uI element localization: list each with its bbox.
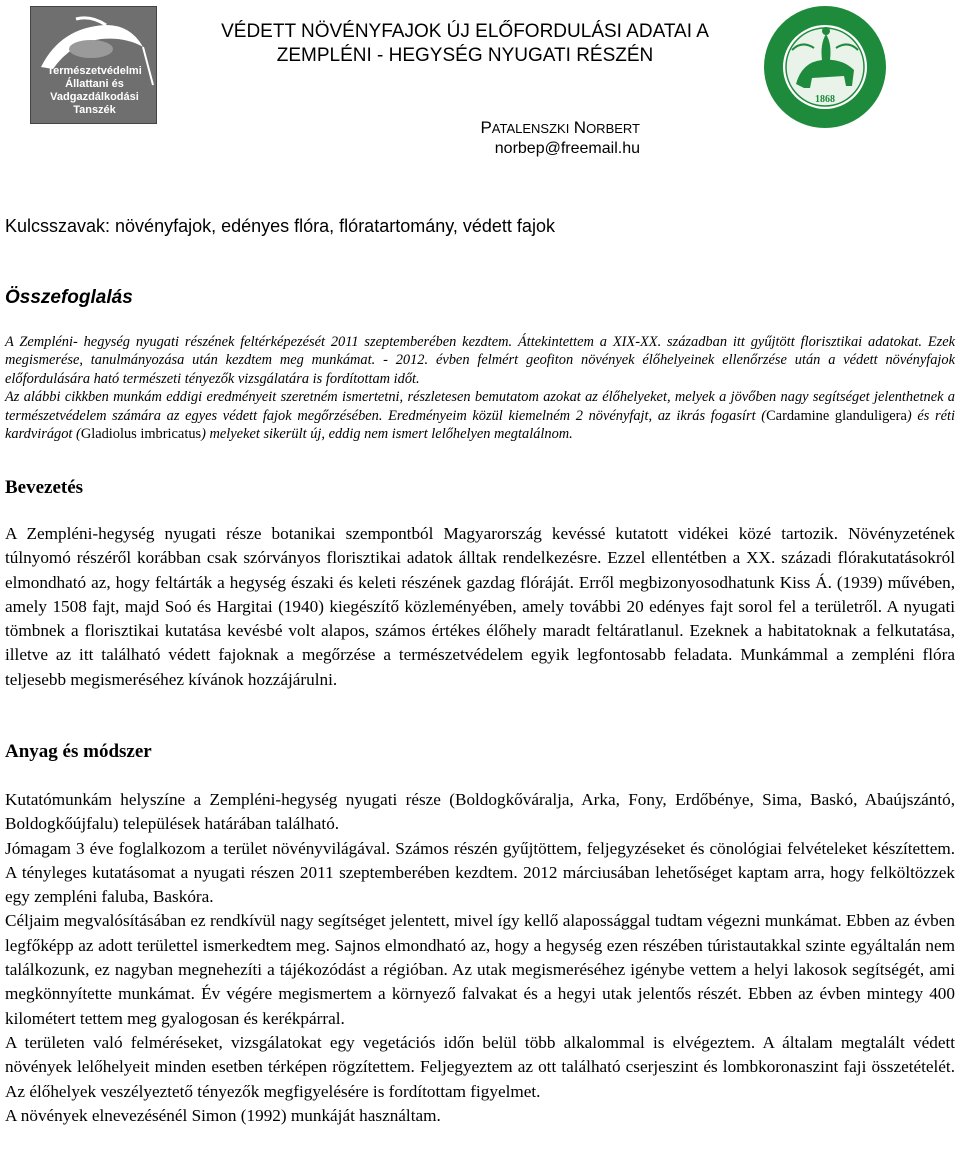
logo-text-line: Vadgazdálkodási bbox=[50, 91, 139, 103]
seal-year: 1868 bbox=[815, 94, 835, 105]
paper-title: VÉDETT NÖVÉNYFAJOK ÚJ ELŐFORDULÁSI ADATAI A ZEMPLÉNI - HEGYSÉG NYUGATI RÉSZÉN bbox=[221, 21, 709, 66]
bull-rider-seal-icon bbox=[762, 4, 888, 130]
intro-heading: Bevezetés bbox=[5, 477, 84, 498]
methods-paragraph: A területen való felméréseket, vizsgálatokat egy vegetációs időn belül több alkalommal is elvégeztem. A általam megtalált védett növények lelőhelyeit minden esetben térképen rögzítettem. Feljegyeztem az ott található cserjeszint és lombkoronaszint faji összetételét. Az élőhelyek veszélyeztető tényezők megfigyelésére is fordítottam figyelmet. bbox=[5, 1032, 955, 1101]
methods-paragraph: Céljaim megvalósításában ez rendkívül nagy segítséget jelentett, mivel így kellő alapossággal tudtam végezni munkámat. Ebben az évben legfőképp az adott területtel ismerkedtem meg. Sajnos elmondható az, hogy a hegység ezen részében túristautakkal szinte egyáltalán nem találkozunk, ez nagyban megnehezíti a tájékozódást a régióban. Az utak megismeréséhez igénybe vettem a helyi lakosok segítségét, ami megkönnyítette munkámat. Év végére megismertem a környező falvakat és a hegyi utak jelentős részét. Ebben az évben mintegy 400 kilométert tettem meg gyalogosan és kerékpárral. bbox=[5, 911, 955, 1028]
intro-paragraph: A Zempléni-hegység nyugati része botanikai szempontból Magyarország kevéssé kutatott vidékei közé tartozik. Növényzetének túlnyomó részéről korábban csak szórványos florisztikai adatok álltak rendelkezésre. Ezzel ellentétben a XX. századi flórakutatásokról elmondható az, hogy feltárták a hegység északi és keleti részének gazdag flóráját. Erről megbizonyosodhatunk Kiss Á. (1939) művében, amely 1508 fajt, majd Soó és Hargitai (1940) kiegészítő közleményében, amely további 20 edényes fajt sorol fel a területről. A nyugati tömbnek a florisztikai kutatása kevésbé volt alapos, számos értékes élőhely maradt feltáratlanul. Ezeknek a habitatoknak a felkutatása, illetve az itt található védett fajoknak a megőrzése a természetvédelem egyik legfontosabb feladata. Munkámmal a zempléni flóra teljesebb megismeréséhez kívánok hozzájárulni. bbox=[5, 524, 955, 689]
department-logo bbox=[30, 6, 157, 124]
university-seal-logo bbox=[762, 4, 888, 130]
author-block bbox=[100, 118, 640, 159]
methods-paragraph: Jómagam 3 éve foglalkozom a terület növényvilágával. Számos részén gyűjtöttem, feljegyzéseket és cönológiai felvételeket készítettem. A tényleges kutatásomat a nyugati részen 2011 szeptemberében kezdtem. 2012 márciusában lehetőséget kaptam arra, hogy felköltözzek egy zempléni faluba, Baskóra. bbox=[5, 838, 955, 907]
methods-heading: Anyag és módszer bbox=[5, 741, 152, 762]
summary-paragraph: A Zempléni- hegység nyugati részének feltérképezését 2011 szeptemberében kezdtem. Áttekintettem a XIX-XX. században itt gyűjtött florisztikai adatokat. Ezek megismerése, tanulmányozása után kezdtem meg munkámat. - 2012. évben felmért geofiton növények élőhelyeinek ellenőrzése után a védett növényfajok előfordulására ható természeti tényezők vizsgálatára is fordítottam időt. Az alábbi cikkben munkám eddigi eredményeit szeretném ismertetni, részletesen bemutatom azokat az élőhelyeket, melyek a jövőben nagy segítséget jelenthetnek a természetvédelem számára az egyes védett fajok megőrzésében. Eredményeim közül kiemelném 2 növényfajt, az ikrás fogasírt (Cardamine glanduligera) és réti kardvirágot (Gladiolus imbricatus) melyeket sikerült új, eddig nem ismert lelőhelyen megtalálnom. bbox=[5, 334, 955, 443]
logo-text-line: Természetvédelmi bbox=[47, 65, 142, 77]
logo-text-line: Tanszék bbox=[73, 104, 116, 116]
species-name: Gladiolus imbricatus bbox=[80, 426, 202, 443]
methods-paragraph: A növények elnevezésénél Simon (1992) munkáját használtam. bbox=[5, 1105, 441, 1125]
summary-heading: Összefoglalás bbox=[5, 287, 133, 308]
keywords-line: Kulcsszavak: növényfajok, edényes flóra, flóratartomány, védett fajok bbox=[5, 216, 555, 236]
logo-text-line: Állattani és bbox=[65, 78, 124, 90]
methods-paragraph: Kutatómunkám helyszíne a Zempléni-hegység nyugati része (Boldogkőváralja, Arka, Fony, Erdőbénye, Sima, Baskó, Abaújszántó, Boldogkőújfalu) települések határában található. bbox=[5, 790, 955, 834]
author-email[interactable]: norbep@freemail.hu bbox=[494, 140, 640, 157]
methods-section bbox=[5, 788, 955, 1128]
species-name: Cardamine glanduligera bbox=[766, 407, 907, 424]
author-name: PATALENSZKI NORBERT bbox=[480, 118, 640, 137]
